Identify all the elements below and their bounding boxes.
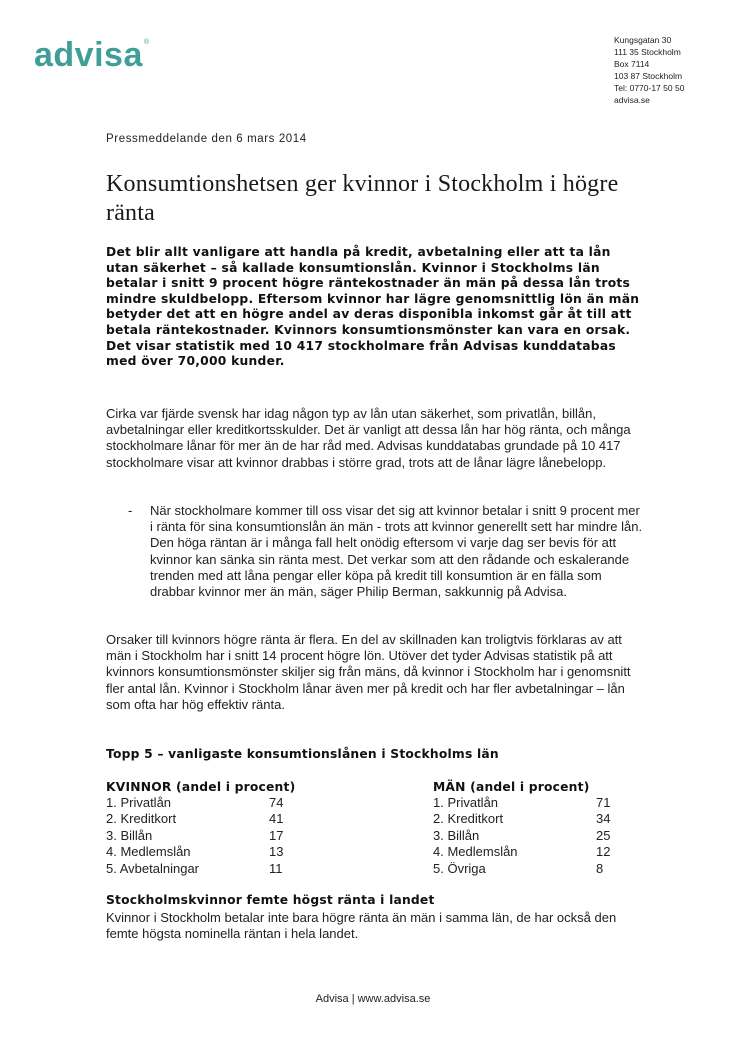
loan-type: 3. Billån [106, 827, 153, 843]
loan-share: 12 [596, 844, 611, 860]
table-row [106, 795, 366, 811]
men-table [433, 779, 673, 877]
body-paragraph-1: Cirka var fjärde svensk har idag någon typ av lån utan säkerhet, som privatlån, billån, avbetalningar eller kreditkortsskulder. Det är vanligt att dessa lån har hög ränta, och många stockholmare lånar för mer än de har råd med. Advisas kunddatabas grundade på 10 417 stockholmare visar att kvinnor drabbas i större grad, trots att de lånar lägre lånebelopp. [106, 406, 631, 470]
loan-type: 4. Medlemslån [106, 844, 191, 860]
loan-share: 74 [269, 795, 284, 810]
table-row [433, 828, 673, 844]
loan-share: 11 [269, 860, 283, 876]
top5-heading: Topp 5 – vanligaste konsumtionslånen i Stockholms län [106, 747, 499, 761]
body-paragraph-3: Kvinnor i Stockholm betalar inte bara högre ränta än män i samma län, de har också den femte högsta nominella räntan i hela landet. [106, 910, 617, 942]
table-row [433, 861, 673, 877]
women-table [106, 779, 366, 877]
address-line: advisa.se [614, 95, 650, 105]
address-line: Kungsgatan 30 [614, 35, 672, 45]
body-paragraph-2: Orsaker till kvinnors högre ränta är flera. En del av skillnaden kan troligtvis förklaras av att män i Stockholm har i snitt 14 procent högre lön. Utöver det tyder Advisas statistik på att kvinnors konsumtionsmönster skiljer sig från mäns, då kvinnor i Stockholm har i genomsnitt fler antal lån. Kvinnor i Stockholm lånar även mer på kredit och har fler avbetalningar – lån som ofta har hög effektiv ränta. [106, 632, 631, 712]
table-row [433, 844, 673, 860]
address-block [614, 34, 684, 106]
page-title: Konsumtionshetsen ger kvinnor i Stockholm i högre ränta [106, 171, 619, 226]
table-row [433, 795, 673, 811]
registered-mark: ® [143, 38, 150, 46]
loan-share: 25 [596, 827, 611, 843]
loan-type: 1. Privatlån [106, 795, 172, 810]
loan-share: 41 [269, 811, 284, 827]
stockholm-heading: Stockholmskvinnor femte högst ränta i landet [106, 893, 435, 907]
quote-paragraph: När stockholmare kommer till oss visar det sig att kvinnor betalar i snitt 9 procent mer i ränta för sina konsumtionslån än män - trots att kvinnor generellt sett har mindre lån. Den höga räntan är i många fall helt onödig eftersom vi varje dag ser bevis för att kvinnor kan sänka sin ränta mest. Det verkar som att den rådande och eskalerande trenden med att låna pengar eller köpa på kredit till konsumtion är en fälla som drabbar kvinnor mer än män, säger Philip Berman, sakkunnig på Advisa. [150, 503, 643, 600]
table-row [433, 811, 673, 827]
address-line: 103 87 Stockholm [614, 71, 683, 81]
press-release-date: Pressmeddelande den 6 mars 2014 [106, 133, 307, 145]
table-row [106, 828, 366, 844]
address-line: Tel: 0770-17 50 50 [614, 83, 685, 93]
quote-dash: - [128, 503, 133, 518]
loan-type: 4. Medlemslån [433, 844, 518, 860]
loan-type: 2. Kreditkort [106, 811, 177, 827]
table-row [106, 844, 366, 860]
lead-paragraph: Det blir allt vanligare att handla på kredit, avbetalning eller att ta lån utan säkerhet – så kallade konsumtionslån. Kvinnor i Stockholms län betalar i snitt 9 procent högre räntekostnader än män på dessa lån trots mindre skuldbelopp. Eftersom kvinnor har lägre genomsnittlig lön än män betyder det att en högre andel av deras disponibla inkomst går åt till att betala räntekostnader. Kvinnors konsumtionsmönster kan vara en orsak. Det visar statistik med 10 417 stockholmare från Advisas kunddatabas med över 70,000 kunder. [106, 245, 640, 369]
loan-type: 3. Billån [433, 827, 480, 843]
loan-type: 2. Kreditkort [433, 811, 504, 827]
loan-type: 5. Avbetalningar [106, 860, 199, 876]
table-row [106, 861, 366, 877]
address-line: Box 7114 [614, 59, 650, 69]
logo-text: advisa [34, 36, 143, 74]
loan-share: 34 [596, 811, 611, 827]
loan-share: 13 [269, 844, 284, 860]
loan-type: 5. Övriga [433, 860, 486, 876]
table-row [106, 811, 366, 827]
loan-share: 17 [269, 827, 284, 843]
advisa-logo [34, 36, 150, 75]
men-table-heading: MÄN (andel i procent) [433, 780, 590, 794]
loan-type: 1. Privatlån [433, 795, 499, 810]
address-line: 111 35 Stockholm [614, 47, 681, 57]
loan-share: 8 [596, 860, 604, 876]
women-table-heading: KVINNOR (andel i procent) [106, 780, 296, 794]
page-footer: Advisa | www.advisa.se [315, 993, 431, 1005]
loan-share: 71 [596, 795, 611, 810]
